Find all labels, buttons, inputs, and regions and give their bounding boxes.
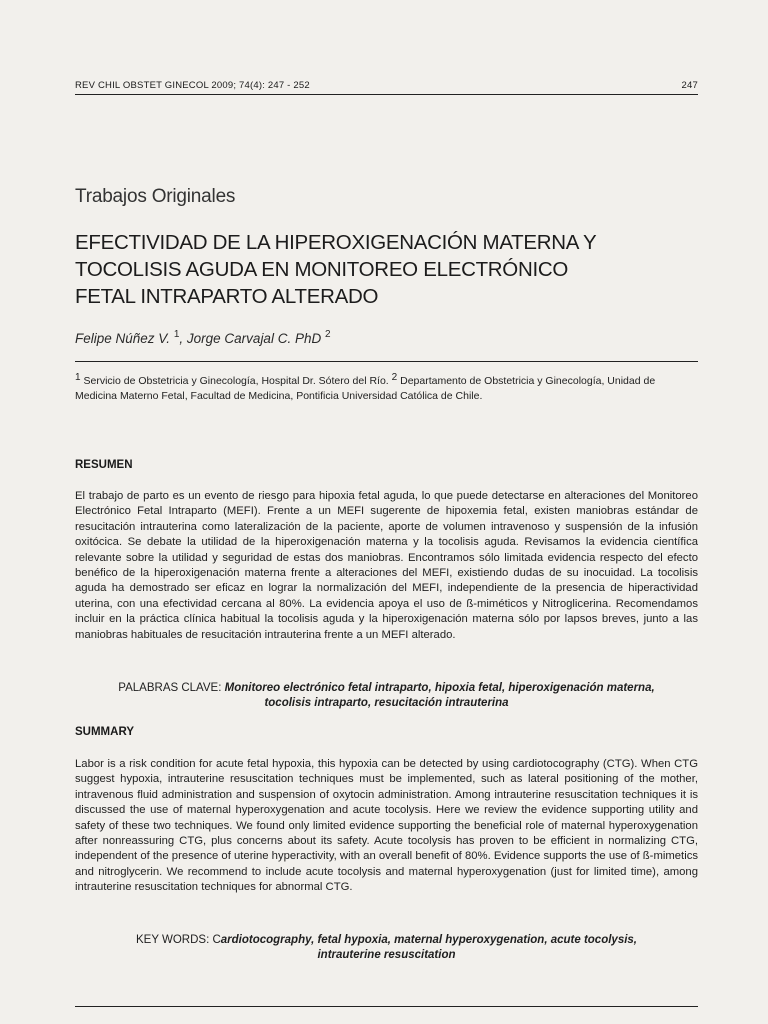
affiliation-mark: 2	[391, 372, 398, 383]
keywords-label: KEY WORDS: C	[135, 934, 221, 946]
author-name: Felipe Núñez V.	[75, 331, 171, 346]
journal-citation: REV CHIL OBSTET GINECOL 2009; 74(4): 247 - 252	[75, 80, 310, 91]
keywords-terms: tocolisis intraparto, resucitación intrauterina	[264, 696, 509, 709]
resumen-heading: RESUMEN	[75, 459, 133, 471]
journal-page	[75, 0, 698, 1024]
affiliation-mark: 1	[75, 372, 81, 383]
section-type: Trabajos Originales	[75, 186, 236, 207]
summary-heading: SUMMARY	[75, 726, 134, 738]
title-line: EFECTIVIDAD DE LA HIPEROXIGENACIÓN MATERNA Y	[75, 231, 597, 254]
author-affiliation-mark: 1	[173, 329, 180, 340]
author-name: Jorge Carvajal C. PhD	[186, 331, 322, 346]
article-title	[75, 229, 698, 310]
keywords-terms: Monitoreo electrónico fetal intraparto, hipoxia fetal, hiperoxigenación materna,	[224, 682, 655, 694]
palabras-clave	[75, 681, 698, 710]
affiliation-text: Departamento de Obstetricia y Ginecología, Unidad de Medicina Materno Fetal, Facultad de Medicina, Pontificia Universidad Católica de Chile.	[75, 375, 656, 402]
author-list	[75, 329, 331, 346]
keywords-terms: intrauterine resuscitation	[317, 948, 456, 961]
author-affiliation-mark: 2	[324, 329, 331, 340]
affiliation-rule	[75, 361, 698, 362]
title-line: TOCOLISIS AGUDA EN MONITOREO ELECTRÓNICO	[75, 258, 569, 281]
affiliation-text: Servicio de Obstetricia y Ginecología, Hospital Dr. Sótero del Río.	[80, 375, 389, 387]
keywords-terms: ardiotocography, fetal hypoxia, maternal hyperoxygenation, acute tocolysis,	[220, 934, 638, 946]
keywords-label: PALABRAS CLAVE:	[118, 682, 225, 694]
resumen-body: El trabajo de parto es un evento de riesgo para hipoxia fetal aguda, lo que puede detectarse en alteraciones del Monitoreo Electrónico Fetal Intraparto (MEFI). Frente a un MEFI sugerente de hipoxemia fetal, existen maniobras estándar de resucitación intrauterina como lateralización de la paciente, aporte de volumen intravenoso y suspensión de la infusión oxitócica. Se debate la utilidad de la hiperoxigenación materna y la tocolisis aguda. Revisamos la evidencia científica relevante sobre la utilidad y seguridad de estas dos maniobras. Encontramos sólo limitada evidencia respecto del efecto benéfico de la hiperoxigenación materna frente a alteraciones del MEFI, existiendo dudas de su inocuidad. La tocolisis aguda ha demostrado ser eficaz en lograr la normalización del MEFI, independiente de la presencia de hiperactividad uterina, con una efectividad cercana al 80%. La evidencia apoya el uso de ß-miméticos y Nitroglicerina. Recomendamos incluir en la práctica clínica habitual la tocolisis aguda y la hiperoxigenación materna sólo por lapsos breves, junto a las maniobras habituales de resucitación intrauterina frente a un MEFI alterado.	[75, 490, 698, 641]
footer-rule	[75, 1006, 698, 1007]
author-separator: ,	[179, 331, 187, 346]
page-number: 247	[681, 80, 698, 91]
summary-body: Labor is a risk condition for acute fetal hypoxia, this hypoxia can be detected by using cardiotocography (CTG). When CTG suggest hypoxia, intrauterine resuscitation techniques must be implemented, such as lateral positioning of the mother, intravenous fluid administration and suspension of oxytocin administration. Among intrauterine resuscitation techniques it is discussed the use of maternal hyperoxygenation and acute tocolysis. Here we review the evidence supporting utility and safety of these two techniques. We found only limited evidence supporting the beneficial role of maternal hyperoxygenation after nonreassuring CTG, plus concerns about its safety. Acute tocolysis has proven to be efficient in normalizing CTG, independent of the presence of uterine hyperactivity, with an overall benefit of 80%. Evidence supports the use of ß-mimetics and nitroglycerin. We recommend to include acute tocolysis and maternal hyperoxygenation (just for limited time), among intrauterine resuscitation techniques for abnormal CTG.	[75, 758, 698, 894]
key-words	[75, 933, 698, 962]
title-line: FETAL INTRAPARTO ALTERADO	[75, 285, 379, 308]
header-rule	[75, 94, 698, 95]
affiliations	[75, 370, 698, 404]
